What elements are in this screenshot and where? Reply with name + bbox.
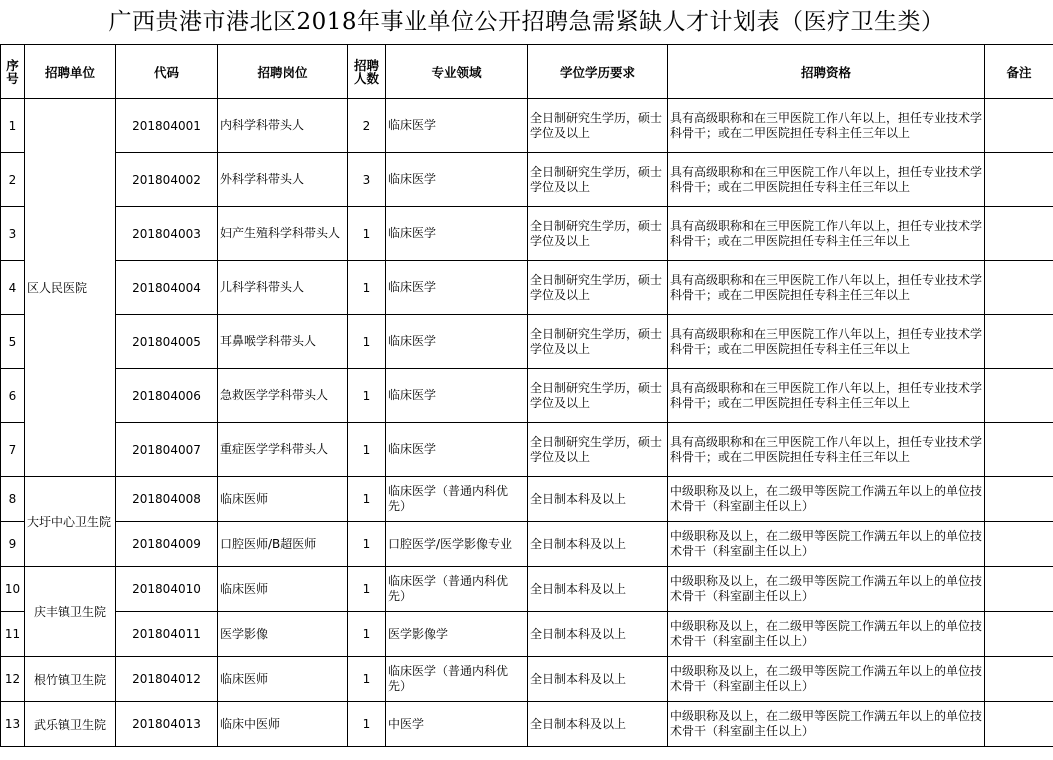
cell-code: 201804008 xyxy=(116,477,218,522)
cell-field: 口腔医学/医学影像专业 xyxy=(386,522,528,567)
cell-field: 临床医学 xyxy=(386,423,528,477)
cell-code: 201804006 xyxy=(116,369,218,423)
cell-position: 医学影像 xyxy=(218,612,348,657)
cell-position: 内科学科带头人 xyxy=(218,99,348,153)
cell-position: 妇产生殖科学科带头人 xyxy=(218,207,348,261)
table-row xyxy=(1,612,1053,657)
cell-field: 医学影像学 xyxy=(386,612,528,657)
cell-seq: 12 xyxy=(1,657,25,702)
header-position: 招聘岗位 xyxy=(218,45,348,99)
cell-position: 临床医师 xyxy=(218,657,348,702)
header-qualification: 招聘资格 xyxy=(668,45,985,99)
cell-code: 201804002 xyxy=(116,153,218,207)
cell-remark xyxy=(985,315,1053,369)
table-row xyxy=(1,567,1053,612)
header-code: 代码 xyxy=(116,45,218,99)
cell-position: 重症医学学科带头人 xyxy=(218,423,348,477)
cell-code: 201804009 xyxy=(116,522,218,567)
cell-degree: 全日制本科及以上 xyxy=(528,522,668,567)
cell-code: 201804007 xyxy=(116,423,218,477)
cell-unit: 武乐镇卫生院 xyxy=(25,702,116,747)
table-row xyxy=(1,702,1053,747)
header-seq: 序号 xyxy=(1,45,25,99)
cell-qualification: 具有高级职称和在三甲医院工作八年以上，担任专业技术学科骨干；或在二甲医院担任专科主任三年以上 xyxy=(668,99,985,153)
cell-qualification: 具有高级职称和在三甲医院工作八年以上，担任专业技术学科骨干；或在二甲医院担任专科主任三年以上 xyxy=(668,261,985,315)
header-degree: 学位学历要求 xyxy=(528,45,668,99)
table-row xyxy=(1,153,1053,207)
cell-count: 1 xyxy=(348,612,386,657)
cell-remark xyxy=(985,261,1053,315)
cell-field: 临床医学（普通内科优先） xyxy=(386,477,528,522)
cell-position: 临床医师 xyxy=(218,567,348,612)
cell-count: 2 xyxy=(348,99,386,153)
cell-code: 201804005 xyxy=(116,315,218,369)
cell-remark xyxy=(985,612,1053,657)
cell-count: 1 xyxy=(348,315,386,369)
cell-code: 201804011 xyxy=(116,612,218,657)
table-row xyxy=(1,477,1053,522)
cell-code: 201804004 xyxy=(116,261,218,315)
cell-seq: 9 xyxy=(1,522,25,567)
cell-qualification: 具有高级职称和在三甲医院工作八年以上，担任专业技术学科骨干；或在二甲医院担任专科主任三年以上 xyxy=(668,423,985,477)
cell-count: 1 xyxy=(348,522,386,567)
cell-count: 1 xyxy=(348,207,386,261)
table-row xyxy=(1,423,1053,477)
cell-remark xyxy=(985,369,1053,423)
cell-seq: 6 xyxy=(1,369,25,423)
cell-degree: 全日制研究生学历，硕士学位及以上 xyxy=(528,207,668,261)
cell-degree: 全日制本科及以上 xyxy=(528,657,668,702)
cell-field: 临床医学（普通内科优先） xyxy=(386,567,528,612)
cell-remark xyxy=(985,567,1053,612)
cell-field: 临床医学 xyxy=(386,153,528,207)
cell-count: 1 xyxy=(348,261,386,315)
header-count: 招聘人数 xyxy=(348,45,386,99)
cell-unit: 庆丰镇卫生院 xyxy=(25,567,116,657)
cell-position: 口腔医师/B超医师 xyxy=(218,522,348,567)
cell-position: 耳鼻喉学科带头人 xyxy=(218,315,348,369)
cell-qualification: 中级职称及以上，在二级甲等医院工作满五年以上的单位技术骨干（科室副主任以上） xyxy=(668,612,985,657)
table-row xyxy=(1,261,1053,315)
cell-qualification: 具有高级职称和在三甲医院工作八年以上，担任专业技术学科骨干；或在二甲医院担任专科主任三年以上 xyxy=(668,207,985,261)
cell-seq: 11 xyxy=(1,612,25,657)
cell-degree: 全日制本科及以上 xyxy=(528,477,668,522)
cell-remark xyxy=(985,477,1053,522)
cell-qualification: 具有高级职称和在三甲医院工作八年以上，担任专业技术学科骨干；或在二甲医院担任专科主任三年以上 xyxy=(668,315,985,369)
cell-code: 201804003 xyxy=(116,207,218,261)
cell-seq: 13 xyxy=(1,702,25,747)
cell-qualification: 中级职称及以上，在二级甲等医院工作满五年以上的单位技术骨干（科室副主任以上） xyxy=(668,567,985,612)
cell-remark xyxy=(985,207,1053,261)
cell-count: 1 xyxy=(348,423,386,477)
cell-remark xyxy=(985,99,1053,153)
cell-position: 临床中医师 xyxy=(218,702,348,747)
cell-count: 1 xyxy=(348,477,386,522)
cell-degree: 全日制研究生学历，硕士学位及以上 xyxy=(528,261,668,315)
cell-count: 1 xyxy=(348,369,386,423)
table-row xyxy=(1,315,1053,369)
cell-unit: 大圩中心卫生院 xyxy=(25,477,116,567)
cell-qualification: 中级职称及以上，在二级甲等医院工作满五年以上的单位技术骨干（科室副主任以上） xyxy=(668,477,985,522)
cell-degree: 全日制研究生学历，硕士学位及以上 xyxy=(528,153,668,207)
cell-seq: 8 xyxy=(1,477,25,522)
cell-position: 急救医学学科带头人 xyxy=(218,369,348,423)
cell-field: 临床医学 xyxy=(386,261,528,315)
cell-remark xyxy=(985,423,1053,477)
cell-qualification: 中级职称及以上，在二级甲等医院工作满五年以上的单位技术骨干（科室副主任以上） xyxy=(668,702,985,747)
table-row xyxy=(1,657,1053,702)
table-row xyxy=(1,207,1053,261)
cell-degree: 全日制本科及以上 xyxy=(528,702,668,747)
cell-seq: 5 xyxy=(1,315,25,369)
table-header-row xyxy=(1,45,1053,99)
cell-unit: 根竹镇卫生院 xyxy=(25,657,116,702)
cell-seq: 7 xyxy=(1,423,25,477)
cell-count: 1 xyxy=(348,567,386,612)
cell-seq: 2 xyxy=(1,153,25,207)
cell-degree: 全日制研究生学历，硕士学位及以上 xyxy=(528,423,668,477)
cell-count: 1 xyxy=(348,702,386,747)
cell-position: 外科学科带头人 xyxy=(218,153,348,207)
table-row xyxy=(1,522,1053,567)
header-remark: 备注 xyxy=(985,45,1053,99)
cell-code: 201804001 xyxy=(116,99,218,153)
cell-code: 201804010 xyxy=(116,567,218,612)
table-row xyxy=(1,369,1053,423)
cell-remark xyxy=(985,657,1053,702)
cell-degree: 全日制本科及以上 xyxy=(528,612,668,657)
cell-seq: 4 xyxy=(1,261,25,315)
page-title: 广西贵港市港北区2018年事业单位公开招聘急需紧缺人才计划表（医疗卫生类） xyxy=(108,9,945,35)
cell-seq: 3 xyxy=(1,207,25,261)
cell-unit: 区人民医院 xyxy=(25,99,116,477)
recruitment-table xyxy=(0,44,1053,747)
cell-degree: 全日制本科及以上 xyxy=(528,567,668,612)
cell-qualification: 具有高级职称和在三甲医院工作八年以上，担任专业技术学科骨干；或在二甲医院担任专科主任三年以上 xyxy=(668,369,985,423)
cell-field: 临床医学 xyxy=(386,369,528,423)
cell-remark xyxy=(985,702,1053,747)
cell-position: 临床医师 xyxy=(218,477,348,522)
cell-code: 201804012 xyxy=(116,657,218,702)
cell-degree: 全日制研究生学历，硕士学位及以上 xyxy=(528,99,668,153)
cell-remark xyxy=(985,153,1053,207)
cell-seq: 1 xyxy=(1,99,25,153)
cell-count: 3 xyxy=(348,153,386,207)
header-field: 专业领域 xyxy=(386,45,528,99)
cell-remark xyxy=(985,522,1053,567)
cell-field: 临床医学（普通内科优先） xyxy=(386,657,528,702)
cell-field: 临床医学 xyxy=(386,207,528,261)
header-unit: 招聘单位 xyxy=(25,45,116,99)
cell-seq: 10 xyxy=(1,567,25,612)
cell-count: 1 xyxy=(348,657,386,702)
cell-field: 中医学 xyxy=(386,702,528,747)
table-row xyxy=(1,99,1053,153)
cell-qualification: 中级职称及以上，在二级甲等医院工作满五年以上的单位技术骨干（科室副主任以上） xyxy=(668,657,985,702)
cell-code: 201804013 xyxy=(116,702,218,747)
cell-qualification: 中级职称及以上，在二级甲等医院工作满五年以上的单位技术骨干（科室副主任以上） xyxy=(668,522,985,567)
cell-field: 临床医学 xyxy=(386,99,528,153)
cell-degree: 全日制研究生学历，硕士学位及以上 xyxy=(528,369,668,423)
cell-degree: 全日制研究生学历，硕士学位及以上 xyxy=(528,315,668,369)
cell-field: 临床医学 xyxy=(386,315,528,369)
cell-position: 儿科学科带头人 xyxy=(218,261,348,315)
cell-qualification: 具有高级职称和在三甲医院工作八年以上，担任专业技术学科骨干；或在二甲医院担任专科主任三年以上 xyxy=(668,153,985,207)
